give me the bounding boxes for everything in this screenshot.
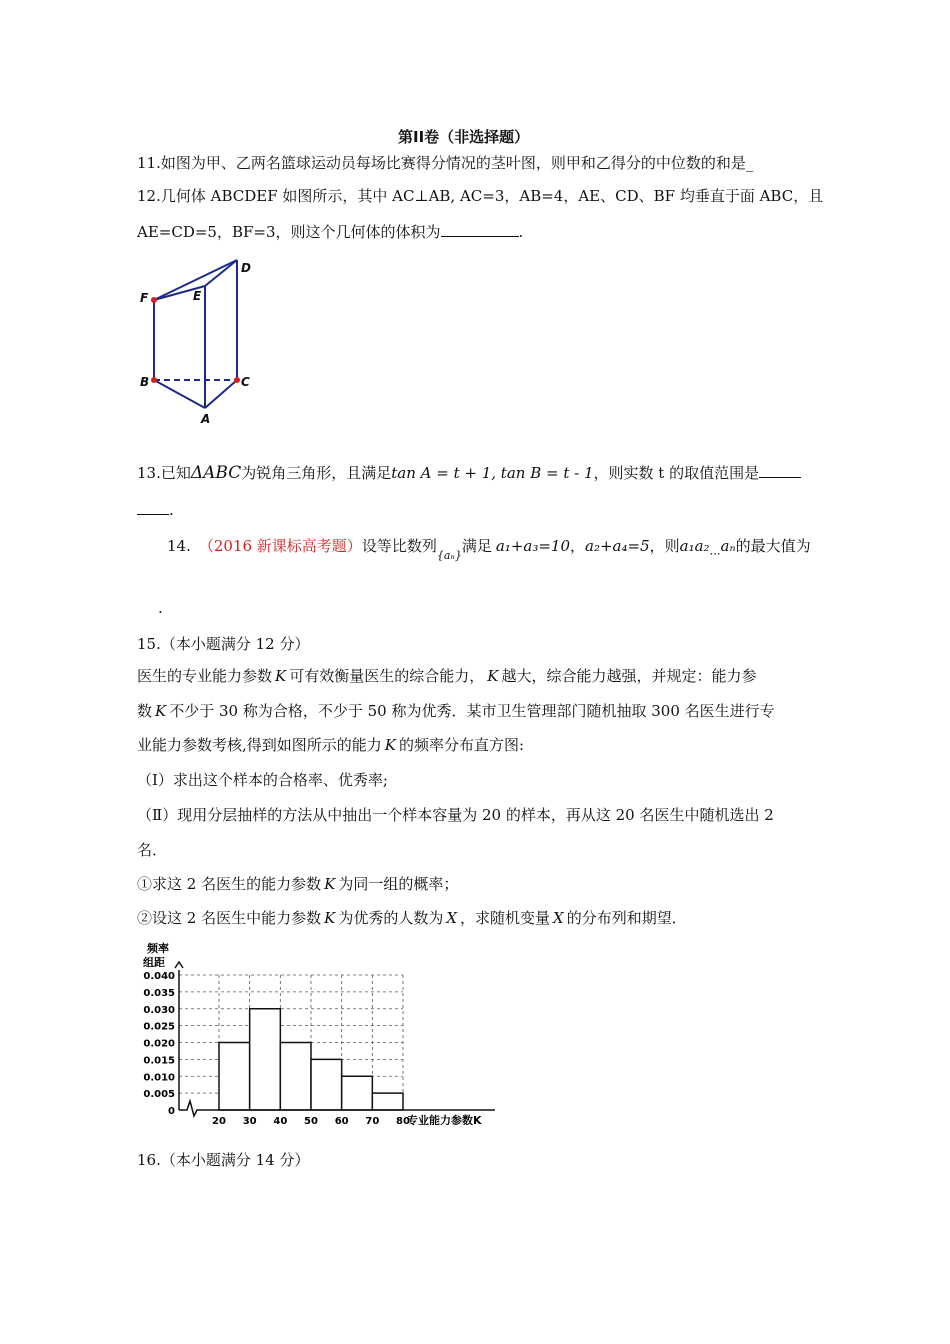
question-12-line2 [137, 222, 523, 242]
question-13-line2 [137, 500, 174, 520]
point-F [151, 297, 157, 303]
q15-text: 为同一组的概率； [338, 875, 459, 893]
tan-formula: tan A = t + 1, tan B = t - 1 [391, 464, 594, 482]
var-k: K [487, 667, 499, 685]
question-14-line2: . [158, 599, 163, 617]
x-tick-label: 30 [242, 1116, 257, 1125]
q15-text: 医生的专业能力参数 [137, 667, 273, 685]
edge-BA [154, 380, 205, 408]
label-E: E [193, 289, 202, 303]
point-B [151, 377, 157, 383]
label-C: C [241, 375, 250, 389]
q15-text: 越大，综合能力越强，并规定：能力参 [501, 667, 757, 685]
question-13-suffix: ，则实数 t 的取值范围是 [593, 464, 760, 482]
y-tick-label: 0.020 [143, 1038, 175, 1050]
question-16-header: 16.（本小题满分 14 分） [137, 1151, 310, 1169]
x-tick-label: 50 [304, 1116, 318, 1125]
question-13-mid: 为锐角三角形，且满足 [241, 464, 392, 482]
var-k: K [324, 875, 336, 893]
var-x: X [446, 909, 458, 927]
question-15-part2-end: 名． [137, 841, 168, 859]
answer-blank-13a[interactable] [759, 463, 801, 478]
q15-text: ②设这 2 名医生中能力参数 [137, 909, 322, 927]
x-tick-label: 40 [273, 1116, 288, 1125]
comma: ， [570, 537, 586, 555]
question-15-part2: （Ⅱ）现用分层抽样的方法从中抽出一个样本容量为 20 的样本，再从这 20 名医生中随机选出 2 [137, 806, 774, 824]
term-an: aₙ [720, 537, 736, 555]
histogram-bar [250, 1009, 281, 1110]
y-tick-label: 0.035 [143, 987, 175, 999]
frequency-histogram [135, 940, 510, 1125]
var-k: K [155, 702, 167, 720]
question-15-line2 [137, 701, 775, 721]
y-tick-label: 0.025 [143, 1021, 175, 1033]
question-15-part1: （Ⅰ）求出这个样本的合格率、优秀率; [137, 771, 388, 789]
q15-text: 的频率分布直方图: [399, 736, 525, 754]
q15-text: 不少于 30 称为合格，不少于 50 称为优秀．某市卫生管理部门随机抽取 300 名医生进行专 [169, 702, 775, 720]
y-tick-label: 0 [168, 1106, 175, 1117]
q15-text: 为优秀的人数为 [338, 909, 444, 927]
question-15-subpart2 [137, 908, 687, 928]
question-14-text4: 的最大值为 [735, 537, 811, 555]
y-ticks [143, 971, 175, 1117]
q15-text: ，求随机变量 [460, 909, 551, 927]
section-title: 第II卷（非选择题） [398, 128, 530, 146]
q15-text: 数 [137, 702, 153, 720]
y-axis-label-line2: 组距 [143, 956, 165, 969]
x-axis-label: 专业能力参数K [407, 1114, 482, 1125]
point-C [234, 377, 240, 383]
y-tick-label: 0.030 [143, 1004, 175, 1016]
question-11: 11.如图为甲、乙两名篮球运动员每场比赛得分情况的茎叶图，则甲和乙得分的中位数的和是_ [137, 154, 754, 172]
histogram-bar [342, 1076, 373, 1110]
question-12-text: AE=CD=5，BF=3，则这个几何体的体积为 [137, 223, 441, 241]
histogram-bar [311, 1059, 342, 1110]
sequence-an: {aₙ} [436, 549, 462, 562]
x-ticks [212, 1116, 410, 1125]
question-13-prefix: 13.已知 [137, 464, 191, 482]
edge-AC [205, 380, 237, 408]
condition-2: a₂+a₄=5 [585, 537, 650, 555]
var-x: X [553, 909, 564, 927]
label-D: D [241, 261, 251, 275]
label-F: F [140, 291, 149, 305]
product-a1a2: a₁a₂ [679, 537, 710, 555]
histogram-bar [280, 1043, 311, 1111]
question-13-line1 [137, 463, 801, 483]
answer-blank-13b[interactable] [137, 500, 169, 515]
label-A: A [201, 412, 211, 426]
histogram-bar [372, 1093, 403, 1110]
question-15-header: 15.（本小题满分 12 分） [137, 635, 310, 653]
q15-text: 的分布列和期望． [566, 909, 687, 927]
histogram-bar [219, 1043, 250, 1111]
var-k: K [324, 909, 336, 927]
answer-blank-12[interactable] [441, 222, 519, 237]
q15-text: 业能力参数考核,得到如图所示的能力 [137, 736, 382, 754]
x-tick-label: 20 [212, 1116, 226, 1125]
y-axis-label-line1: 频率 [147, 942, 169, 955]
var-k: K [275, 667, 287, 685]
ellipsis: ⋯ [709, 547, 721, 560]
q15-text: ①求这 2 名医生的能力参数 [137, 875, 322, 893]
y-tick-label: 0.010 [143, 1072, 175, 1084]
question-12-period: . [518, 223, 524, 241]
x-tick-label: 70 [365, 1116, 380, 1125]
question-14-text2: 满足 [461, 537, 492, 555]
question-15-line1 [137, 666, 756, 686]
question-14-source: （2016 新课标高考题） [198, 537, 362, 555]
y-tick-label: 0.040 [143, 971, 175, 982]
label-B: B [140, 375, 150, 389]
question-14-line1 [167, 536, 811, 566]
question-13-period: . [169, 501, 174, 519]
question-14-number: 14. [167, 537, 191, 555]
var-k: K [384, 736, 396, 754]
geometry-figure [130, 250, 270, 430]
y-tick-label: 0.005 [143, 1089, 175, 1101]
y-tick-label: 0.015 [143, 1055, 175, 1067]
triangle-abc: ΔABC [190, 463, 242, 483]
q15-text: 可有效衡量医生的综合能力， [289, 667, 485, 685]
condition-1: a₁+a₃=10 [495, 537, 570, 555]
question-15-subpart1 [137, 874, 458, 894]
question-15-line3 [137, 735, 524, 755]
question-12-line1: 12.几何体 ABCDEF 如图所示，其中 AC⊥AB, AC=3，AB=4，AE、CD、BF 均垂直于面 ABC，且 [137, 187, 824, 205]
x-tick-label: 60 [334, 1116, 349, 1125]
question-14-text3: ，则 [649, 537, 680, 555]
question-14-text1: 设等比数列 [361, 537, 437, 555]
x-tick-label: 80 [396, 1116, 410, 1125]
